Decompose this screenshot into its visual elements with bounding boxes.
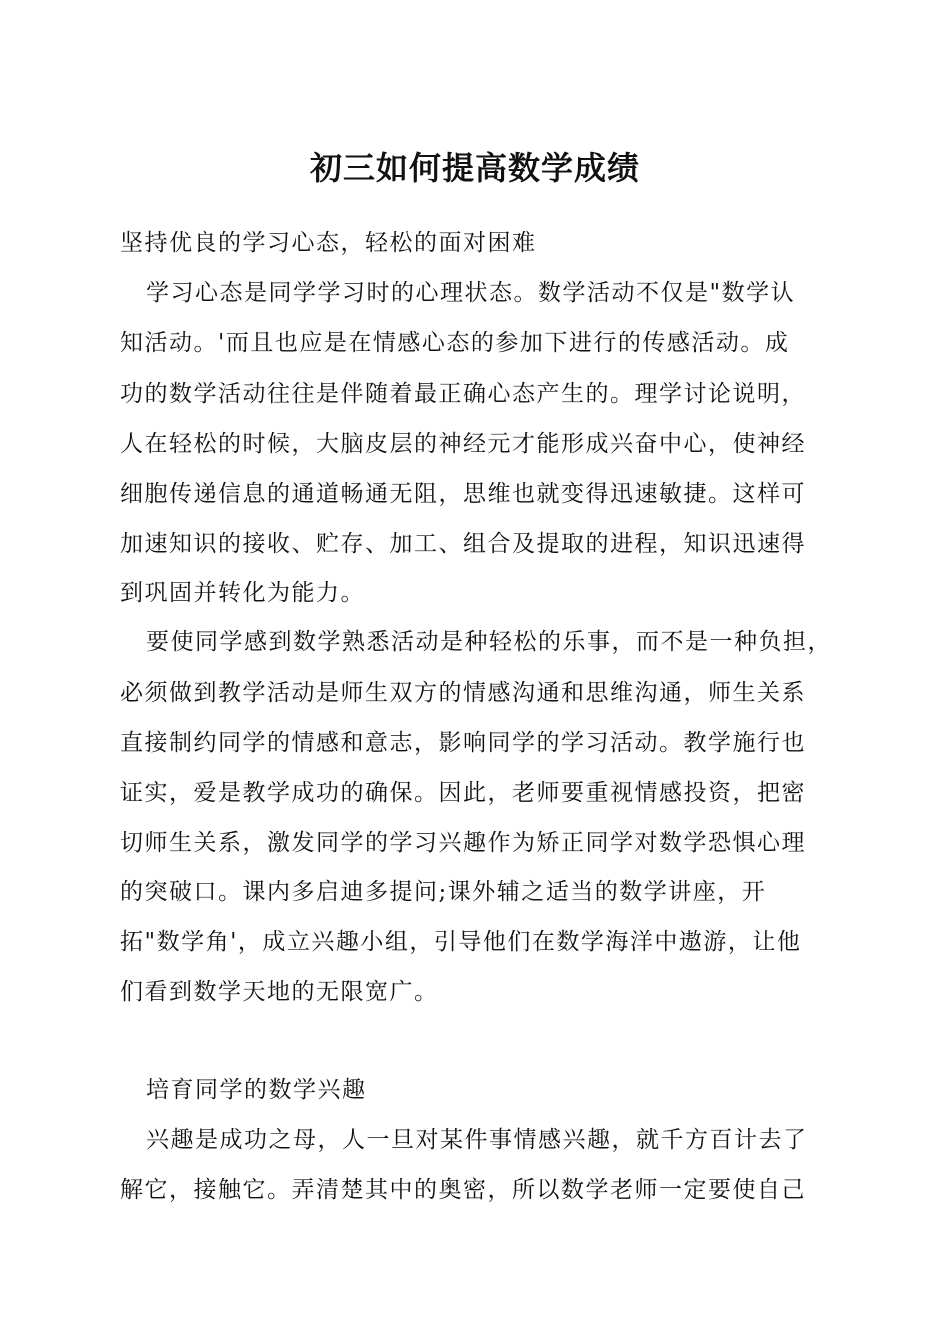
paragraph-line: 们看到数学天地的无限宽广。: [120, 979, 439, 1005]
paragraph-line: 的突破口。课内多启迪多提问;课外辅之适当的数学讲座，开: [120, 879, 767, 905]
paragraph-line: 到巩固并转化为能力。: [120, 580, 365, 606]
document-title: 初三如何提高数学成绩: [309, 149, 640, 187]
section-heading: 坚持优良的学习心态，轻松的面对困难: [120, 230, 537, 256]
paragraph-line: 切师生关系，激发同学的学习兴趣作为矫正同学对数学恐惧心理: [120, 830, 806, 856]
paragraph-line: 必须做到教学活动是师生双方的情感沟通和思维沟通，师生关系: [120, 680, 806, 706]
paragraph-line: 直接制约同学的情感和意志，影响同学的学习活动。教学施行也: [120, 730, 806, 756]
paragraph-line: 证实，爱是教学成功的确保。因此，老师要重视情感投资，把密: [120, 780, 806, 806]
paragraph-line: 细胞传递信息的通道畅通无阻，思维也就变得迅速敏捷。这样可: [120, 481, 806, 507]
paragraph-line: 功的数学活动往往是伴随着最正确心态产生的。理学讨论说明，: [120, 381, 806, 407]
paragraph-line: 解它，接触它。弄清楚其中的奥密，所以数学老师一定要使自己: [120, 1177, 806, 1203]
paragraph-line: 拓"数学角'，成立兴趣小组，引导他们在数学海洋中遨游，让他: [120, 929, 802, 955]
paragraph-line: 学习心态是同学学习时的心理状态。数学活动不仅是"数学认: [146, 280, 796, 306]
paragraph-line: 人在轻松的时候，大脑皮层的神经元才能形成兴奋中心，使神经: [120, 431, 806, 457]
section-heading: 培育同学的数学兴趣: [146, 1077, 367, 1103]
paragraph-line: 兴趣是成功之母，人一旦对某件事情感兴趣，就千方百计去了: [146, 1127, 808, 1153]
paragraph-line: 要使同学感到数学熟悉活动是种轻松的乐事，而不是一种负担，: [146, 629, 832, 655]
paragraph-line: 加速知识的接收、贮存、加工、组合及提取的进程，知识迅速得: [120, 531, 806, 557]
paragraph-line: 知活动。'而且也应是在情感心态的参加下进行的传感活动。成: [120, 330, 790, 356]
